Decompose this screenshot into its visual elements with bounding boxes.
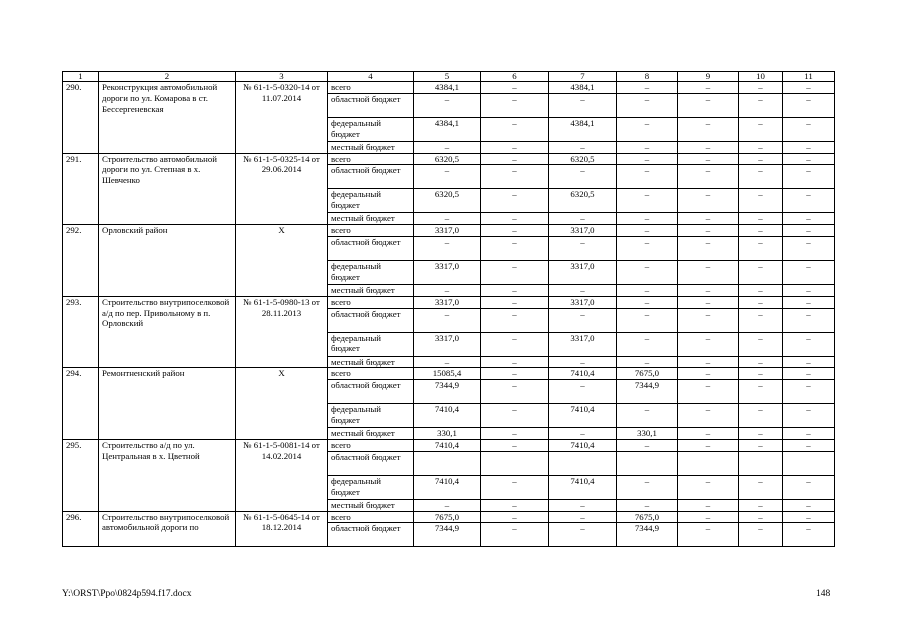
amount-cell: – bbox=[739, 93, 783, 117]
amount-cell: – bbox=[617, 475, 678, 499]
amount-cell: – bbox=[678, 499, 739, 511]
amount-cell: 3317,0 bbox=[549, 332, 617, 356]
amount-cell: – bbox=[678, 475, 739, 499]
amount-cell: – bbox=[678, 225, 739, 237]
amount-cell: – bbox=[783, 141, 835, 153]
amount-cell: – bbox=[617, 213, 678, 225]
table-row bbox=[63, 82, 835, 94]
amount-cell: – bbox=[739, 153, 783, 165]
row-number: 292. bbox=[63, 225, 99, 297]
column-number: 1 bbox=[63, 72, 99, 82]
amount-cell: – bbox=[739, 141, 783, 153]
amount-cell: – bbox=[678, 260, 739, 284]
amount-cell bbox=[783, 451, 835, 475]
amount-cell: – bbox=[739, 308, 783, 332]
amount-cell: – bbox=[739, 225, 783, 237]
amount-cell: – bbox=[414, 308, 481, 332]
amount-cell: 3317,0 bbox=[549, 296, 617, 308]
amount-cell: – bbox=[739, 117, 783, 141]
funding-source: местный бюджет bbox=[328, 356, 414, 368]
amount-cell: – bbox=[617, 439, 678, 451]
amount-cell: – bbox=[678, 308, 739, 332]
amount-cell: – bbox=[549, 308, 617, 332]
table-row bbox=[63, 153, 835, 165]
object-name: Реконструкция автомобильной дороги по ул. Комарова в ст. Бессергеневская bbox=[99, 82, 236, 154]
amount-cell: – bbox=[481, 260, 549, 284]
amount-cell: – bbox=[739, 82, 783, 94]
amount-cell bbox=[481, 451, 549, 475]
amount-cell: – bbox=[414, 499, 481, 511]
amount-cell: – bbox=[481, 141, 549, 153]
row-number: 296. bbox=[63, 511, 99, 547]
column-number: 8 bbox=[617, 72, 678, 82]
funding-source: областной бюджет bbox=[328, 451, 414, 475]
amount-cell: – bbox=[617, 499, 678, 511]
document-reference: Х bbox=[236, 225, 328, 297]
amount-cell: – bbox=[481, 93, 549, 117]
amount-cell: – bbox=[678, 284, 739, 296]
amount-cell: – bbox=[549, 511, 617, 523]
amount-cell: – bbox=[481, 284, 549, 296]
amount-cell: – bbox=[617, 141, 678, 153]
amount-cell: – bbox=[739, 332, 783, 356]
funding-source: федеральный бюджет bbox=[328, 475, 414, 499]
amount-cell: 7410,4 bbox=[549, 368, 617, 380]
amount-cell bbox=[617, 451, 678, 475]
amount-cell: – bbox=[739, 296, 783, 308]
amount-cell: – bbox=[739, 284, 783, 296]
amount-cell: 7410,4 bbox=[549, 439, 617, 451]
amount-cell: – bbox=[783, 368, 835, 380]
column-number: 7 bbox=[549, 72, 617, 82]
column-number: 11 bbox=[783, 72, 835, 82]
object-name: Строительство внутрипоселковой автомобильной дороги по bbox=[99, 511, 236, 547]
object-name: Строительство автомобильной дороги по ул. Степная в х. Шевченко bbox=[99, 153, 236, 225]
amount-cell: – bbox=[783, 428, 835, 440]
amount-cell: 7344,9 bbox=[414, 523, 481, 547]
funding-source: областной бюджет bbox=[328, 93, 414, 117]
amount-cell: 7410,4 bbox=[414, 404, 481, 428]
row-number: 295. bbox=[63, 439, 99, 511]
footer-file-path: Y:\ORST\Ppo\0824p594.f17.docx bbox=[62, 589, 192, 599]
table-row bbox=[63, 225, 835, 237]
amount-cell: 7675,0 bbox=[617, 511, 678, 523]
amount-cell: – bbox=[481, 428, 549, 440]
amount-cell: – bbox=[414, 165, 481, 189]
funding-source: областной бюджет bbox=[328, 165, 414, 189]
amount-cell: – bbox=[678, 153, 739, 165]
amount-cell: – bbox=[739, 368, 783, 380]
amount-cell: – bbox=[549, 284, 617, 296]
table-row bbox=[63, 368, 835, 380]
amount-cell: – bbox=[739, 380, 783, 404]
amount-cell: – bbox=[481, 82, 549, 94]
amount-cell: – bbox=[739, 404, 783, 428]
amount-cell: – bbox=[678, 380, 739, 404]
funding-source: областной бюджет bbox=[328, 380, 414, 404]
amount-cell: – bbox=[739, 439, 783, 451]
amount-cell: – bbox=[783, 380, 835, 404]
amount-cell: 4384,1 bbox=[549, 82, 617, 94]
column-number-row bbox=[63, 72, 835, 82]
amount-cell: – bbox=[617, 93, 678, 117]
amount-cell: – bbox=[783, 511, 835, 523]
amount-cell: – bbox=[481, 296, 549, 308]
amount-cell: – bbox=[739, 236, 783, 260]
amount-cell: – bbox=[739, 356, 783, 368]
document-reference: Х bbox=[236, 368, 328, 440]
amount-cell: – bbox=[783, 189, 835, 213]
amount-cell: – bbox=[678, 189, 739, 213]
amount-cell: – bbox=[481, 117, 549, 141]
funding-source: местный бюджет bbox=[328, 141, 414, 153]
amount-cell: – bbox=[678, 213, 739, 225]
amount-cell: – bbox=[414, 236, 481, 260]
amount-cell: – bbox=[481, 165, 549, 189]
amount-cell: 6320,5 bbox=[549, 189, 617, 213]
amount-cell: – bbox=[617, 236, 678, 260]
amount-cell: – bbox=[783, 308, 835, 332]
amount-cell: – bbox=[739, 213, 783, 225]
amount-cell: – bbox=[739, 511, 783, 523]
column-number: 2 bbox=[99, 72, 236, 82]
funding-source: всего bbox=[328, 82, 414, 94]
object-name: Строительство внутрипоселковой а/д по пер. Привольному в п. Орловский bbox=[99, 296, 236, 368]
amount-cell bbox=[739, 451, 783, 475]
column-number: 10 bbox=[739, 72, 783, 82]
amount-cell: – bbox=[414, 141, 481, 153]
amount-cell: – bbox=[414, 284, 481, 296]
amount-cell: – bbox=[678, 428, 739, 440]
amount-cell: – bbox=[481, 380, 549, 404]
amount-cell: – bbox=[783, 153, 835, 165]
amount-cell: – bbox=[617, 308, 678, 332]
amount-cell: – bbox=[617, 332, 678, 356]
funding-source: федеральный бюджет bbox=[328, 260, 414, 284]
amount-cell: – bbox=[414, 93, 481, 117]
amount-cell: – bbox=[678, 523, 739, 547]
amount-cell: 7410,4 bbox=[414, 475, 481, 499]
funding-source: федеральный бюджет bbox=[328, 404, 414, 428]
amount-cell: – bbox=[617, 165, 678, 189]
amount-cell: – bbox=[549, 165, 617, 189]
amount-cell: – bbox=[617, 153, 678, 165]
amount-cell: – bbox=[481, 225, 549, 237]
amount-cell: – bbox=[617, 296, 678, 308]
amount-cell: – bbox=[678, 332, 739, 356]
amount-cell: 3317,0 bbox=[414, 296, 481, 308]
object-name: Строительство а/д по ул. Центральная в х. Цветной bbox=[99, 439, 236, 511]
amount-cell: – bbox=[617, 117, 678, 141]
amount-cell: – bbox=[739, 428, 783, 440]
amount-cell: – bbox=[617, 356, 678, 368]
funding-source: областной бюджет bbox=[328, 236, 414, 260]
amount-cell: – bbox=[549, 356, 617, 368]
funding-source: областной бюджет bbox=[328, 523, 414, 547]
amount-cell: 330,1 bbox=[414, 428, 481, 440]
funding-source: всего bbox=[328, 439, 414, 451]
funding-source: всего bbox=[328, 153, 414, 165]
amount-cell: – bbox=[481, 356, 549, 368]
amount-cell: – bbox=[481, 332, 549, 356]
amount-cell: – bbox=[783, 117, 835, 141]
document-reference: № 61-1-5-0645-14 от 18.12.2014 bbox=[236, 511, 328, 547]
amount-cell: 330,1 bbox=[617, 428, 678, 440]
amount-cell: – bbox=[678, 296, 739, 308]
column-number: 4 bbox=[328, 72, 414, 82]
amount-cell: – bbox=[549, 380, 617, 404]
amount-cell: – bbox=[678, 117, 739, 141]
amount-cell: – bbox=[678, 236, 739, 260]
funding-source: областной бюджет bbox=[328, 308, 414, 332]
amount-cell: – bbox=[678, 82, 739, 94]
amount-cell: – bbox=[617, 225, 678, 237]
amount-cell bbox=[549, 451, 617, 475]
amount-cell: – bbox=[481, 189, 549, 213]
amount-cell: – bbox=[481, 153, 549, 165]
funding-source: всего bbox=[328, 511, 414, 523]
amount-cell: – bbox=[739, 165, 783, 189]
amount-cell: – bbox=[481, 523, 549, 547]
amount-cell: – bbox=[549, 141, 617, 153]
amount-cell: – bbox=[617, 404, 678, 428]
amount-cell: – bbox=[549, 213, 617, 225]
amount-cell: – bbox=[783, 404, 835, 428]
amount-cell: – bbox=[783, 356, 835, 368]
column-number: 3 bbox=[236, 72, 328, 82]
table-row bbox=[63, 439, 835, 451]
amount-cell: – bbox=[481, 404, 549, 428]
row-number: 291. bbox=[63, 153, 99, 225]
amount-cell: 6320,5 bbox=[414, 189, 481, 213]
amount-cell: 7344,9 bbox=[617, 523, 678, 547]
amount-cell: – bbox=[549, 428, 617, 440]
amount-cell: 4384,1 bbox=[414, 117, 481, 141]
funding-source: местный бюджет bbox=[328, 213, 414, 225]
footer-page-number: 148 bbox=[816, 589, 831, 599]
amount-cell: – bbox=[783, 93, 835, 117]
row-number: 290. bbox=[63, 82, 99, 154]
amount-cell: 7344,9 bbox=[414, 380, 481, 404]
amount-cell: – bbox=[783, 82, 835, 94]
amount-cell: – bbox=[783, 213, 835, 225]
amount-cell: – bbox=[739, 523, 783, 547]
document-reference: № 61-1-5-0320-14 от 11.07.2014 bbox=[236, 82, 328, 154]
funding-source: федеральный бюджет bbox=[328, 117, 414, 141]
table-row bbox=[63, 296, 835, 308]
amount-cell: – bbox=[481, 499, 549, 511]
document-reference: № 61-1-5-0980-13 от 28.11.2013 bbox=[236, 296, 328, 368]
amount-cell: 7410,4 bbox=[549, 475, 617, 499]
amount-cell: – bbox=[739, 475, 783, 499]
amount-cell: – bbox=[481, 213, 549, 225]
column-number: 5 bbox=[414, 72, 481, 82]
amount-cell: – bbox=[678, 404, 739, 428]
amount-cell: – bbox=[549, 523, 617, 547]
amount-cell: 7410,4 bbox=[414, 439, 481, 451]
row-number: 293. bbox=[63, 296, 99, 368]
amount-cell: – bbox=[481, 368, 549, 380]
amount-cell: – bbox=[783, 439, 835, 451]
table-row bbox=[63, 511, 835, 523]
amount-cell: – bbox=[481, 439, 549, 451]
amount-cell: – bbox=[678, 368, 739, 380]
amount-cell bbox=[678, 451, 739, 475]
amount-cell: – bbox=[414, 356, 481, 368]
amount-cell: – bbox=[783, 284, 835, 296]
funding-source: всего bbox=[328, 225, 414, 237]
amount-cell: – bbox=[549, 93, 617, 117]
amount-cell: – bbox=[617, 284, 678, 296]
amount-cell: – bbox=[739, 189, 783, 213]
amount-cell: 7675,0 bbox=[617, 368, 678, 380]
object-name: Ремонтненский район bbox=[99, 368, 236, 440]
column-number: 6 bbox=[481, 72, 549, 82]
amount-cell: 7675,0 bbox=[414, 511, 481, 523]
amount-cell: – bbox=[678, 439, 739, 451]
amount-cell: – bbox=[739, 260, 783, 284]
amount-cell: 7410,4 bbox=[549, 404, 617, 428]
amount-cell: – bbox=[783, 225, 835, 237]
amount-cell: – bbox=[783, 296, 835, 308]
amount-cell: – bbox=[783, 332, 835, 356]
amount-cell: – bbox=[783, 165, 835, 189]
amount-cell: 6320,5 bbox=[549, 153, 617, 165]
amount-cell: – bbox=[678, 165, 739, 189]
amount-cell: – bbox=[414, 213, 481, 225]
amount-cell: – bbox=[617, 82, 678, 94]
amount-cell: 3317,0 bbox=[549, 260, 617, 284]
amount-cell: 6320,5 bbox=[414, 153, 481, 165]
amount-cell: 3317,0 bbox=[414, 225, 481, 237]
table-body bbox=[63, 72, 835, 547]
funding-source: местный бюджет bbox=[328, 284, 414, 296]
funding-source: всего bbox=[328, 368, 414, 380]
amount-cell: – bbox=[481, 236, 549, 260]
amount-cell: – bbox=[783, 236, 835, 260]
column-number: 9 bbox=[678, 72, 739, 82]
funding-source: федеральный бюджет bbox=[328, 332, 414, 356]
amount-cell: – bbox=[783, 499, 835, 511]
amount-cell: – bbox=[617, 260, 678, 284]
amount-cell: 4384,1 bbox=[414, 82, 481, 94]
amount-cell: 15085,4 bbox=[414, 368, 481, 380]
amount-cell: 4384,1 bbox=[549, 117, 617, 141]
funding-source: федеральный бюджет bbox=[328, 189, 414, 213]
amount-cell bbox=[414, 451, 481, 475]
amount-cell: – bbox=[783, 523, 835, 547]
amount-cell: 7344,9 bbox=[617, 380, 678, 404]
funding-source: местный бюджет bbox=[328, 499, 414, 511]
amount-cell: 3317,0 bbox=[549, 225, 617, 237]
amount-cell: – bbox=[678, 511, 739, 523]
amount-cell: – bbox=[783, 260, 835, 284]
amount-cell: – bbox=[549, 499, 617, 511]
amount-cell: – bbox=[678, 356, 739, 368]
funding-source: всего bbox=[328, 296, 414, 308]
row-number: 294. bbox=[63, 368, 99, 440]
funding-source: местный бюджет bbox=[328, 428, 414, 440]
amount-cell: – bbox=[739, 499, 783, 511]
amount-cell: – bbox=[678, 141, 739, 153]
amount-cell: – bbox=[549, 236, 617, 260]
amount-cell: – bbox=[783, 475, 835, 499]
budget-table bbox=[62, 71, 835, 547]
document-reference: № 61-1-5-0081-14 от 14.02.2014 bbox=[236, 439, 328, 511]
amount-cell: 3317,0 bbox=[414, 260, 481, 284]
amount-cell: – bbox=[481, 475, 549, 499]
object-name: Орловский район bbox=[99, 225, 236, 297]
amount-cell: – bbox=[678, 93, 739, 117]
amount-cell: – bbox=[617, 189, 678, 213]
document-reference: № 61-1-5-0325-14 от 29.06.2014 bbox=[236, 153, 328, 225]
amount-cell: 3317,0 bbox=[414, 332, 481, 356]
amount-cell: – bbox=[481, 308, 549, 332]
amount-cell: – bbox=[481, 511, 549, 523]
